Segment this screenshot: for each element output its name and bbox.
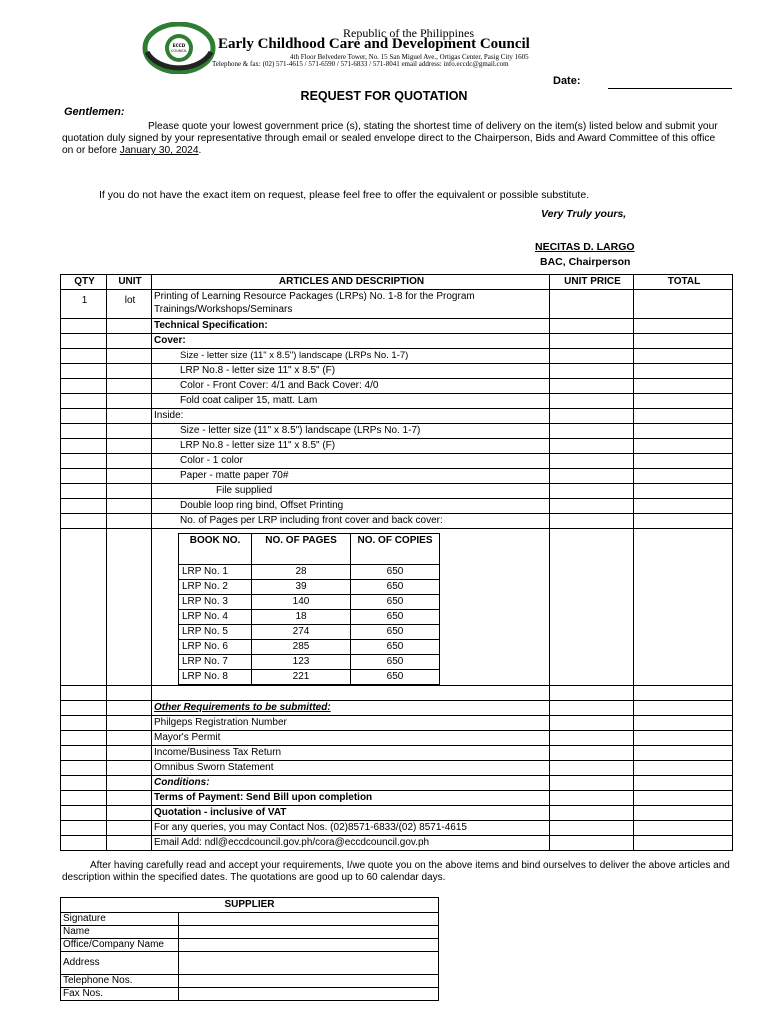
book-pages: 28 <box>252 565 351 580</box>
vat-note: Quotation - inclusive of VAT <box>152 806 550 821</box>
supplier-row <box>61 988 439 1001</box>
inside-lrp8: LRP No.8 - letter size 11" x 8.5" (F) <box>152 439 550 454</box>
book-pages: 221 <box>252 670 351 685</box>
col-unit: UNIT <box>107 275 152 290</box>
book-name: LRP No. 1 <box>179 565 252 580</box>
table-row <box>61 424 733 439</box>
col-qty: QTY <box>61 275 107 290</box>
book-name: LRP No. 2 <box>179 580 252 595</box>
supplier-table <box>60 897 439 1001</box>
book-pages: 123 <box>252 655 351 670</box>
acceptance-paragraph <box>62 860 732 884</box>
supplier-label-telephone: Telephone Nos. <box>61 975 179 988</box>
book-name: LRP No. 5 <box>179 625 252 640</box>
inside-color: Color - 1 color <box>152 454 550 469</box>
tech-spec-label: Technical Specification: <box>152 319 550 334</box>
book-row <box>179 610 440 625</box>
table-row <box>61 409 733 424</box>
cover-fold: Fold coat caliper 15, matt. Lam <box>152 394 550 409</box>
book-table-cell <box>152 529 550 686</box>
other-req-label: Other Requirements to be submitted: <box>152 701 550 716</box>
table-row <box>61 364 733 379</box>
contact-numbers: For any queries, you may Contact Nos. (02)8571-6833/(02) 8571-4615 <box>152 821 550 836</box>
supplier-label-address: Address <box>61 952 179 975</box>
cover-color: Color - Front Cover: 4/1 and Back Cover: 4/0 <box>152 379 550 394</box>
supplier-company-field[interactable] <box>179 939 439 952</box>
col-articles: ARTICLES AND DESCRIPTION <box>152 275 550 290</box>
signer-title: BAC, Chairperson <box>540 256 631 268</box>
item-title-line2: Trainings/Workshops/Seminars <box>154 304 293 315</box>
council-name: Early Childhood Care and Development Council <box>218 36 530 52</box>
table-row <box>61 319 733 334</box>
supplier-row <box>61 926 439 939</box>
pages-note: No. of Pages per LRP including front cover and back cover: <box>152 514 550 529</box>
cover-size: Size - letter size (11" x 8.5") landscape (LRPs No. 1-7) <box>152 349 550 364</box>
table-row <box>61 469 733 484</box>
date-label: Date: <box>553 75 581 87</box>
supplier-label-fax: Fax Nos. <box>61 988 179 1001</box>
table-row <box>61 334 733 349</box>
svg-text:COUNCIL: COUNCIL <box>170 49 188 53</box>
table-row <box>61 791 733 806</box>
book-name: LRP No. 7 <box>179 655 252 670</box>
closing: Very Truly yours, <box>541 208 627 220</box>
substitute-note: If you do not have the exact item on request, please feel free to offer the equivalent or possible substitute. <box>99 189 590 201</box>
item-qty: 1 <box>61 290 107 319</box>
book-name: LRP No. 8 <box>179 670 252 685</box>
table-row <box>61 686 733 701</box>
table-row <box>61 394 733 409</box>
conditions-label: Conditions: <box>152 776 550 791</box>
book-col-copies: NO. OF COPIES <box>351 534 440 565</box>
supplier-address-field[interactable] <box>179 952 439 975</box>
table-row <box>61 484 733 499</box>
deadline-date: January 30, 2024 <box>119 145 199 156</box>
supplier-row <box>61 975 439 988</box>
supplier-telephone-field[interactable] <box>179 975 439 988</box>
col-total: TOTAL <box>634 275 733 290</box>
binding: Double loop ring bind, Offset Printing <box>152 499 550 514</box>
book-copies: 650 <box>351 640 440 655</box>
cover-lrp8: LRP No.8 - letter size 11" x 8.5" (F) <box>152 364 550 379</box>
table-row <box>61 746 733 761</box>
supplier-header: SUPPLIER <box>61 898 439 913</box>
table-row <box>61 439 733 454</box>
cover-label: Cover: <box>152 334 550 349</box>
book-copies: 650 <box>351 625 440 640</box>
book-col-pages: NO. OF PAGES <box>252 534 351 565</box>
book-table <box>178 533 440 685</box>
contact-email: Email Add: ndl@eccdcouncil.gov.ph/cora@eccdcouncil.gov.ph <box>152 836 550 851</box>
terms-of-payment: Terms of Payment: Send Bill upon completion <box>152 791 550 806</box>
book-col-book: BOOK NO. <box>179 534 252 565</box>
intro-text: Please quote your lowest government price (s), stating the shortest time of delivery on the item(s) listed below and submit your quotation duly signed by your representative through email or sealed envelope direct to the Chairperson, Bids and Award Committee of this office on or before <box>62 121 718 156</box>
logo-text: ECCD <box>172 43 186 48</box>
req-tax-return: Income/Business Tax Return <box>152 746 550 761</box>
document-title: REQUEST FOR QUOTATION <box>300 89 468 103</box>
req-omnibus: Omnibus Sworn Statement <box>152 761 550 776</box>
book-name: LRP No. 4 <box>179 610 252 625</box>
table-row <box>61 349 733 364</box>
table-row <box>61 454 733 469</box>
signer-name: NECITAS D. LARGO <box>535 241 635 253</box>
item-title-line1: Printing of Learning Resource Packages (LRPs) No. 1-8 for the Program <box>154 291 475 302</box>
table-row <box>61 379 733 394</box>
table-row <box>61 836 733 851</box>
book-pages: 39 <box>252 580 351 595</box>
inside-paper: Paper - matte paper 70# <box>152 469 550 484</box>
book-pages: 274 <box>252 625 351 640</box>
book-row <box>179 565 440 580</box>
col-unit-price: UNIT PRICE <box>550 275 634 290</box>
book-copies: 650 <box>351 655 440 670</box>
intro-end: . <box>198 145 202 156</box>
req-philgeps: Philgeps Registration Number <box>152 716 550 731</box>
table-row <box>61 701 733 716</box>
supplier-row <box>61 939 439 952</box>
table-row <box>61 514 733 529</box>
table-row <box>61 529 733 686</box>
supplier-label-company: Office/Company Name <box>61 939 179 952</box>
supplier-label-name: Name <box>61 926 179 939</box>
book-row <box>179 595 440 610</box>
item-unit: lot <box>107 290 152 319</box>
supplier-signature-field[interactable] <box>179 913 439 926</box>
inside-size: Size - letter size (11" x 8.5") landscape (LRPs No. 1-7) <box>152 424 550 439</box>
table-row <box>61 806 733 821</box>
inside-label: Inside: <box>152 409 550 424</box>
book-row <box>179 625 440 640</box>
salutation: Gentlemen: <box>64 106 125 118</box>
table-header-row <box>61 275 733 290</box>
table-row <box>61 499 733 514</box>
table-row <box>61 821 733 836</box>
book-copies: 650 <box>351 565 440 580</box>
book-copies: 650 <box>351 595 440 610</box>
table-row <box>61 776 733 791</box>
republic-label: Republic of the Philippines <box>343 26 474 40</box>
supplier-name-field[interactable] <box>179 926 439 939</box>
book-copies: 650 <box>351 610 440 625</box>
book-copies: 650 <box>351 670 440 685</box>
req-mayors-permit: Mayor's Permit <box>152 731 550 746</box>
supplier-row <box>61 952 439 975</box>
book-copies: 650 <box>351 580 440 595</box>
book-row <box>179 640 440 655</box>
book-name: LRP No. 3 <box>179 595 252 610</box>
council-contact: Telephone & fax: (02) 571-4615 / 571-6590 / 571-6833 / 571-8041 email address: info.eccdc@gmail.com <box>212 60 509 68</box>
file-supplied: File supplied <box>152 484 550 499</box>
book-row <box>179 670 440 685</box>
acceptance-text: After having carefully read and accept your requirements, I/we quote you on the above items and bind ourselves to deliver the above articles and description within the specified dates. The quotations are good up to 60 calendar days. <box>62 860 730 883</box>
book-pages: 285 <box>252 640 351 655</box>
book-pages: 18 <box>252 610 351 625</box>
table-row <box>61 761 733 776</box>
unit-price-cell[interactable] <box>550 290 634 319</box>
item-title <box>152 290 550 319</box>
supplier-label-signature: Signature <box>61 913 179 926</box>
intro-paragraph <box>62 121 722 157</box>
book-name: LRP No. 6 <box>179 640 252 655</box>
council-address: 4th Floor Belvedere Tower, No. 15 San Miguel Ave., Ortigas Center, Pasig City 1605 <box>290 53 529 61</box>
table-row <box>61 731 733 746</box>
quotation-table <box>60 274 733 851</box>
eccd-council-logo <box>142 22 216 74</box>
book-pages: 140 <box>252 595 351 610</box>
table-row <box>61 716 733 731</box>
supplier-row <box>61 913 439 926</box>
book-row <box>179 655 440 670</box>
book-row <box>179 580 440 595</box>
total-cell[interactable] <box>634 290 733 319</box>
supplier-fax-field[interactable] <box>179 988 439 1001</box>
